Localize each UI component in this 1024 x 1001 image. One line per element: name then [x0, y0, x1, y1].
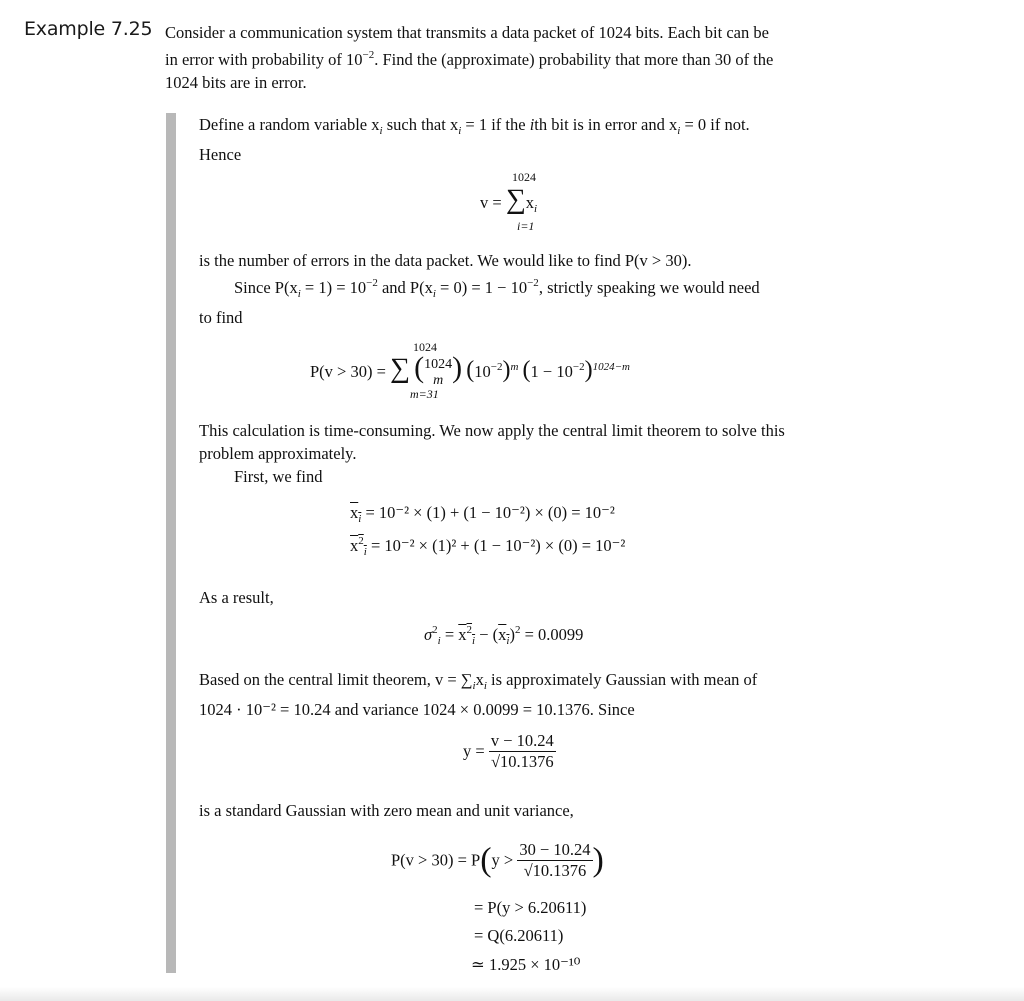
solution-paragraph-8: is a standard Gaussian with zero mean and unit variance, — [199, 801, 574, 820]
equation-binomial-upper: 1024 — [413, 340, 437, 354]
solution-paragraph-1: Define a random variable $x_i$ such that $x_i = 1$ if the ith bit is in error and $x_i = 0$ if not. Hence — [199, 115, 750, 164]
equation-v-sum: $v = \sum x_i$ — [480, 184, 538, 215]
equation-mean-xi: $x_i = 10^{-2} \times (1) + (1 - 10^{-2}) \times (0) = 10^{-2}$ — [350, 503, 615, 525]
example-label: Example 7.25 — [24, 18, 153, 40]
solution-paragraph-7: Based on the central limit theorem, $v = \sum_ix_i$ is approximately Gaussian with mean of 1024 · 10⁻² = 10.24 and variance 1024 × 0.0099 = 10.1376. Since — [199, 670, 758, 719]
equation-probability-line-1: P(v > 30) = P(y > $\frac{30 - 10.24}{√10.1376}$ ) — [391, 840, 604, 880]
equation-sum-lower: i=1 — [517, 219, 535, 233]
equation-probability-line-2: = P(y > 6.20611) — [474, 898, 587, 917]
solution-paragraph-6: As a result, — [199, 588, 274, 607]
equation-mean-xi-squared: $x^2_i = 10^{-2} \times (1)^2 + (1 - 10^{-2}) \times (0) = 10^{-2}$ — [350, 535, 626, 558]
equation-standardized-y: y = $\frac{v - 10.24}{√10.1376}$ — [463, 731, 554, 771]
solution-paragraph-4: This calculation is time-consuming. We now apply the central limit theorem to solve this problem approximately. First, we find — [199, 421, 785, 486]
equation-probability-result: ≃ 1.925 × 10⁻¹⁰ — [471, 955, 581, 974]
solution-paragraph-2: is the number of errors in the data packet. We would like to find P(v > 30). Since $P(x_i = 1) = 10^{-2}$ and $P(x_i = 0) = 1 - 10^{-2}$, strictly speaking we would need to find — [199, 251, 760, 327]
solution-margin-bar — [166, 113, 176, 973]
equation-binomial-lower: m=31 — [410, 387, 439, 401]
example-problem-statement: Consider a communication system that transmits a data packet of 1024 bits. Each bit can be in error with probability of $10^{-2}$. Find the (approximate) probability that more than 30 of the 1024 bits are in error. — [165, 23, 774, 92]
equation-probability-line-3: = Q(6.20611) — [474, 926, 564, 945]
equation-binomial-sum: P(v > 30) = ∑ ( 1024 m ) $(10^{-2})^m$ $(1 - 10^{-2})^{1024-m}$ — [310, 351, 630, 389]
equation-sum-upper: 1024 — [512, 170, 536, 184]
bottom-edge-shadow — [0, 987, 1024, 1001]
equation-variance: $\sigma^2_i = x^2_i - (x_i)^2 = 0.0099$ — [424, 624, 584, 647]
